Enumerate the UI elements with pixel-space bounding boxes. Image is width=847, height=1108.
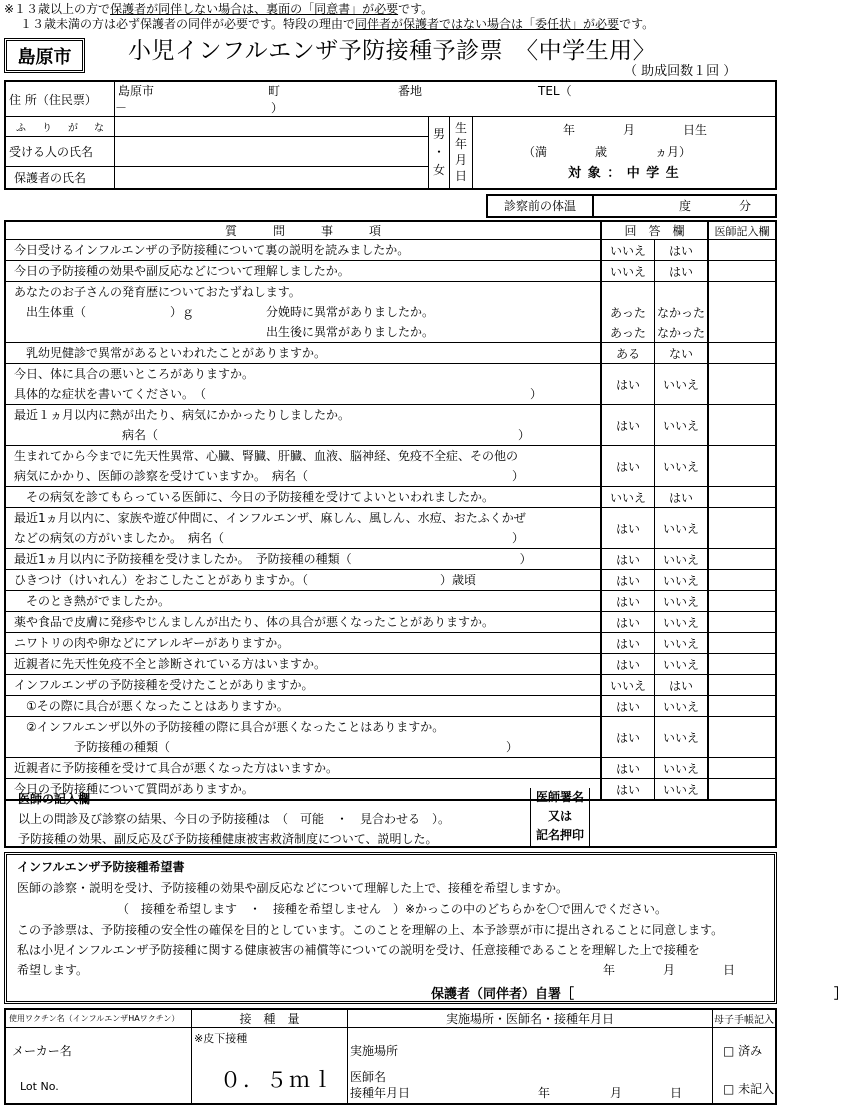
guardian-label: 保護者の氏名 — [5, 167, 115, 189]
answer-option-1[interactable]: ある — [601, 343, 655, 364]
doctor-note-cell[interactable] — [708, 612, 776, 633]
consent-date[interactable]: 年 月 日 — [603, 963, 736, 977]
question-row — [5, 302, 776, 322]
question-row — [5, 591, 776, 612]
question-text — [5, 612, 601, 633]
doctor-note-cell[interactable] — [708, 322, 776, 343]
answer-option-1[interactable]: はい — [601, 758, 655, 779]
question-line: 今日の予防接種について質問がありますか。 — [14, 782, 254, 796]
answer-option-2[interactable]: いいえ — [655, 549, 709, 570]
questionnaire-table — [4, 220, 777, 801]
question-row — [5, 758, 776, 779]
doctor-sign-field[interactable] — [590, 788, 775, 846]
question-header: 質 問 事 項 — [5, 221, 601, 240]
date-label: 接種年月日 — [350, 1086, 411, 1100]
question-text — [5, 487, 601, 508]
doctor-judgment[interactable]: 以上の問診及び診察の結果、今日の予防接種は （ 可能 ・ 見合わせる ）。 — [18, 812, 451, 826]
handbook-header: 母子手帳記入 — [713, 1009, 777, 1028]
address-label: 住 所（住民票） — [5, 81, 115, 117]
maker-label: メーカー名 — [12, 1044, 72, 1058]
furigana-field[interactable] — [115, 117, 429, 137]
answer-option-1[interactable]: はい — [601, 633, 655, 654]
name-field[interactable] — [115, 137, 429, 167]
question-text — [5, 675, 601, 696]
consent-line-1: 医師の診察・説明を受け、予防接種の効果や副反応などについて理解した上で、接種を希望しますか。 — [17, 881, 569, 895]
answer-option-2[interactable]: いいえ — [655, 591, 709, 612]
question-text — [5, 654, 601, 675]
doctor-header: 医師記入欄 — [708, 221, 776, 240]
answer-option-1[interactable]: はい — [601, 570, 655, 591]
doctor-name-label: 医師名 — [350, 1070, 387, 1084]
temperature-box — [486, 194, 777, 218]
doctor-explanation: 予防接種の効果、副反応及び予防接種健康被害救済制度について、説明した。 — [18, 832, 438, 846]
answer-option-1[interactable]: いいえ — [601, 261, 655, 282]
question-line: ひきつけ（けいれん）をおこしたことがありますか。（ ）歳頃 — [14, 573, 477, 587]
sex-field[interactable]: 男 ・ 女 — [429, 117, 450, 189]
answer-option-2[interactable]: いいえ — [655, 696, 709, 717]
dose-value: ０．５ｍｌ — [220, 1068, 335, 1092]
answer-option-2[interactable]: いいえ — [655, 508, 709, 549]
question-row — [5, 364, 776, 405]
question-row — [5, 633, 776, 654]
question-row — [5, 405, 776, 446]
note-line-2: １３歳未満の方は必ず保護者の同伴が必要です。特段の理由で同伴者が保護者ではない場合は「委任状」が必要です。 — [20, 17, 655, 31]
question-row — [5, 240, 776, 261]
answer-option-2[interactable]: なかった — [655, 302, 709, 322]
question-line: 薬や食品で皮膚に発疹やじんましんが出たり、体の具合が悪くなったことがありますか。 — [14, 615, 495, 629]
doctor-note-cell[interactable] — [708, 302, 776, 322]
personal-info-table — [4, 80, 777, 190]
place-header: 実施場所・医師名・接種年月日 — [348, 1009, 713, 1028]
route-label: ※皮下接種 — [194, 1032, 248, 1045]
date-fields: 年 月 日 — [538, 1086, 683, 1100]
question-line: インフルエンザの予防接種を受けたことがありますか。 — [14, 678, 314, 692]
question-line: 具体的な症状を書いてください。 （ ） — [14, 387, 543, 401]
doctor-note-cell[interactable] — [708, 282, 776, 303]
dose-header: 接 種 量 — [192, 1009, 348, 1028]
doctor-note-cell[interactable] — [708, 446, 776, 487]
question-line: あなたのお子さんの発育歴についておたずねします。 — [14, 285, 301, 299]
question-line: などの病気の方がいましたか。 病名（ ） — [14, 531, 525, 545]
consent-section — [4, 852, 847, 1004]
doctor-note-cell[interactable] — [708, 758, 776, 779]
doctor-note-cell[interactable] — [708, 549, 776, 570]
doctor-section-heading: 医師の記入欄 — [18, 792, 91, 806]
question-line: 生まれてから今までに先天性異常、心臓、腎臓、肝臓、血液、脳神経、免疫不全症、その他の — [14, 449, 519, 463]
furigana-label: ふ り が な — [5, 117, 115, 137]
answer-option-1 — [601, 282, 655, 303]
answer-option-2[interactable]: いいえ — [655, 446, 709, 487]
answer-option-1[interactable]: はい — [601, 717, 655, 758]
answer-option-2[interactable]: ない — [655, 343, 709, 364]
question-row — [5, 717, 776, 758]
guardian-signature[interactable]: 保護者（同伴者）自署［ ］ — [431, 987, 847, 1002]
question-line: 乳幼児健診で異常があるといわれたことがありますか。 — [14, 346, 327, 360]
question-line: 最近1ヵ月以内に、家族や遊び仲間に、インフルエンザ、麻しん、風しん、水痘、おたふくかぜ — [14, 511, 526, 525]
answer-option-1[interactable]: はい — [601, 446, 655, 487]
consent-line-5: 希望します。 — [17, 963, 89, 977]
question-row — [5, 261, 776, 282]
question-line: 今日受けるインフルエンザの予防接種について裏の説明を読みましたか。 — [14, 243, 410, 257]
answer-option-1[interactable]: はい — [601, 591, 655, 612]
doctor-note-cell[interactable] — [708, 675, 776, 696]
question-text — [5, 343, 601, 364]
doctor-section — [4, 788, 777, 848]
question-row — [5, 322, 776, 343]
place-field[interactable] — [348, 1028, 713, 1104]
question-text — [5, 549, 601, 570]
vaccine-header: 使用ワクチン名（インフルエンザHAワクチン） — [5, 1009, 192, 1028]
birth-label: 生 年 月 日 — [450, 117, 473, 189]
guardian-field[interactable] — [115, 167, 429, 189]
answer-option-1[interactable]: いいえ — [601, 240, 655, 261]
doctor-note-cell[interactable] — [708, 633, 776, 654]
question-row — [5, 487, 776, 508]
temperature-label: 診察前の体温 — [488, 196, 594, 216]
question-line: 出生後に異常がありましたか。 — [14, 325, 435, 339]
question-line: 近親者に予防接種を受けて具合が悪くなった方はいますか。 — [14, 761, 339, 775]
question-text — [5, 282, 601, 303]
answer-option-1[interactable]: はい — [601, 696, 655, 717]
answer-option-2[interactable]: いいえ — [655, 758, 709, 779]
question-line: その病気を診てもらっている医師に、今日の予防接種を受けてよいといわれましたか。 — [14, 490, 495, 504]
handbook-field — [713, 1028, 777, 1104]
answer-option-2[interactable]: いいえ — [655, 405, 709, 446]
question-line: 最近１ヵ月以内に熱が出たり、病気にかかったりしましたか。 — [14, 408, 351, 422]
name-label: 受ける人の氏名 — [5, 137, 115, 167]
answer-option-2[interactable]: はい — [655, 487, 709, 508]
question-line: ニワトリの肉や卵などにアレルギーがありますか。 — [14, 636, 290, 650]
consent-line-4: 私は小児インフルエンザ予防接種に関する健康被害の補償等についての説明を受け、任意接種であることを理解した上で接種を — [17, 943, 700, 957]
doctor-note-cell[interactable] — [708, 696, 776, 717]
answer-header: 回 答 欄 — [601, 221, 708, 240]
place-label: 実施場所 — [350, 1044, 399, 1058]
doctor-note-cell[interactable] — [708, 405, 776, 446]
doctor-note-cell[interactable] — [708, 717, 776, 758]
question-line: 病気にかかり、医師の診察を受けていますか。 病名（ ） — [14, 469, 525, 483]
consent-line-3: この予診票は、予防接種の安全性の確保を目的としています。このことを理解の上、本予診票が市に提出されることに同意します。 — [17, 923, 724, 937]
answer-option-1[interactable]: はい — [601, 654, 655, 675]
question-text — [5, 261, 601, 282]
question-row — [5, 549, 776, 570]
answer-option-1[interactable]: いいえ — [601, 487, 655, 508]
consent-choice[interactable]: （ 接種を希望します ・ 接種を希望しません ）※かっこの中のどちらかを〇で囲んでください。 — [117, 902, 668, 916]
check-done[interactable]: □ 済み — [723, 1044, 763, 1058]
dose-field — [192, 1028, 348, 1104]
question-text — [5, 591, 601, 612]
question-text — [5, 508, 601, 549]
answer-option-1[interactable]: あった — [601, 322, 655, 343]
answer-option-1[interactable]: はい — [601, 612, 655, 633]
answer-option-1[interactable]: いいえ — [601, 675, 655, 696]
lot-label: Lot No. — [20, 1080, 59, 1093]
question-text — [5, 240, 601, 261]
question-row — [5, 654, 776, 675]
doctor-note-cell[interactable] — [708, 508, 776, 549]
question-row — [5, 675, 776, 696]
question-text — [5, 717, 601, 758]
question-line: 出生体重（ ）ｇ 分娩時に異常がありましたか。 — [14, 305, 435, 319]
doctor-note-cell[interactable] — [708, 364, 776, 405]
check-pending[interactable]: □ 未記入 — [723, 1082, 775, 1096]
answer-option-1[interactable]: はい — [601, 549, 655, 570]
answer-option-2[interactable]: いいえ — [655, 654, 709, 675]
question-line: 今日の予防接種の効果や副反応などについて理解しましたか。 — [14, 264, 350, 278]
answer-option-2[interactable]: いいえ — [655, 612, 709, 633]
doctor-note-cell[interactable] — [708, 261, 776, 282]
answer-option-2[interactable]: はい — [655, 675, 709, 696]
doctor-note-cell[interactable] — [708, 570, 776, 591]
address-field[interactable]: 島原市 町 番地 TEL（ － ） — [115, 81, 777, 117]
city-badge: 島原市 — [4, 38, 85, 73]
question-row — [5, 696, 776, 717]
answer-option-2[interactable]: はい — [655, 240, 709, 261]
answer-option-1[interactable]: あった — [601, 302, 655, 322]
doctor-note-cell[interactable] — [708, 240, 776, 261]
question-row — [5, 570, 776, 591]
question-line: ②インフルエンザ以外の予防接種の際に具合が悪くなったことはありますか。 — [14, 720, 445, 734]
question-row — [5, 343, 776, 364]
form-title: 小児インフルエンザ予防接種予診票 〈中学生用〉 — [128, 38, 657, 64]
question-text — [5, 405, 601, 446]
answer-option-2[interactable]: なかった — [655, 322, 709, 343]
answer-option-1[interactable]: はい — [601, 508, 655, 549]
answer-option-2 — [655, 282, 709, 303]
birthdate-field[interactable]: 年 月 日生 （満 歳 ヵ月） 対 象 ： 中 学 生 — [473, 117, 777, 189]
question-row — [5, 508, 776, 549]
question-text — [5, 758, 601, 779]
answer-option-1[interactable]: はい — [601, 405, 655, 446]
answer-option-2[interactable]: いいえ — [655, 570, 709, 591]
form-subtitle: （ 助成回数１回 ） — [624, 64, 737, 79]
answer-option-2[interactable]: はい — [655, 261, 709, 282]
question-line: そのとき熱がでましたか。 — [14, 594, 171, 608]
question-text — [5, 322, 601, 343]
answer-option-2[interactable]: いいえ — [655, 364, 709, 405]
question-text — [5, 364, 601, 405]
question-text — [5, 446, 601, 487]
question-text — [5, 696, 601, 717]
temperature-field[interactable]: 度 分 — [678, 199, 751, 213]
question-text — [5, 302, 601, 322]
doctor-note-cell[interactable] — [708, 654, 776, 675]
doctor-note-cell[interactable] — [708, 591, 776, 612]
doctor-note-cell[interactable] — [708, 343, 776, 364]
vaccine-field[interactable] — [5, 1028, 192, 1104]
question-line: 最近1ヵ月以内に予防接種を受けましたか。 予防接種の種類（ ） — [14, 552, 532, 566]
question-line: 今日、体に具合の悪いところがありますか。 — [14, 367, 255, 381]
answer-option-2[interactable]: いいえ — [655, 633, 709, 654]
question-line: ①その際に具合が悪くなったことはありますか。 — [14, 699, 289, 713]
question-row — [5, 282, 776, 303]
question-line: 病名（ ） — [14, 428, 531, 442]
answer-option-2[interactable]: いいえ — [655, 779, 709, 801]
question-line: 近親者に先天性免疫不全と診断されている方はいますか。 — [14, 657, 327, 671]
doctor-note-cell[interactable] — [708, 487, 776, 508]
question-row — [5, 612, 776, 633]
answer-option-2[interactable]: いいえ — [655, 717, 709, 758]
answer-option-1[interactable]: はい — [601, 779, 655, 801]
consent-heading: インフルエンザ予防接種希望書 — [17, 860, 185, 874]
doctor-sign-label: 医師署名 又は 記名押印 — [530, 788, 590, 846]
question-row — [5, 446, 776, 487]
answer-option-1[interactable]: はい — [601, 364, 655, 405]
vaccination-record-table — [4, 1008, 777, 1105]
question-text — [5, 570, 601, 591]
question-text — [5, 633, 601, 654]
question-line: 予防接種の種類（ ） — [14, 740, 519, 754]
note-line-1: ※１３歳以上の方で保護者が同伴しない場合は、裏面の「同意書」が必要です。 — [4, 2, 434, 16]
